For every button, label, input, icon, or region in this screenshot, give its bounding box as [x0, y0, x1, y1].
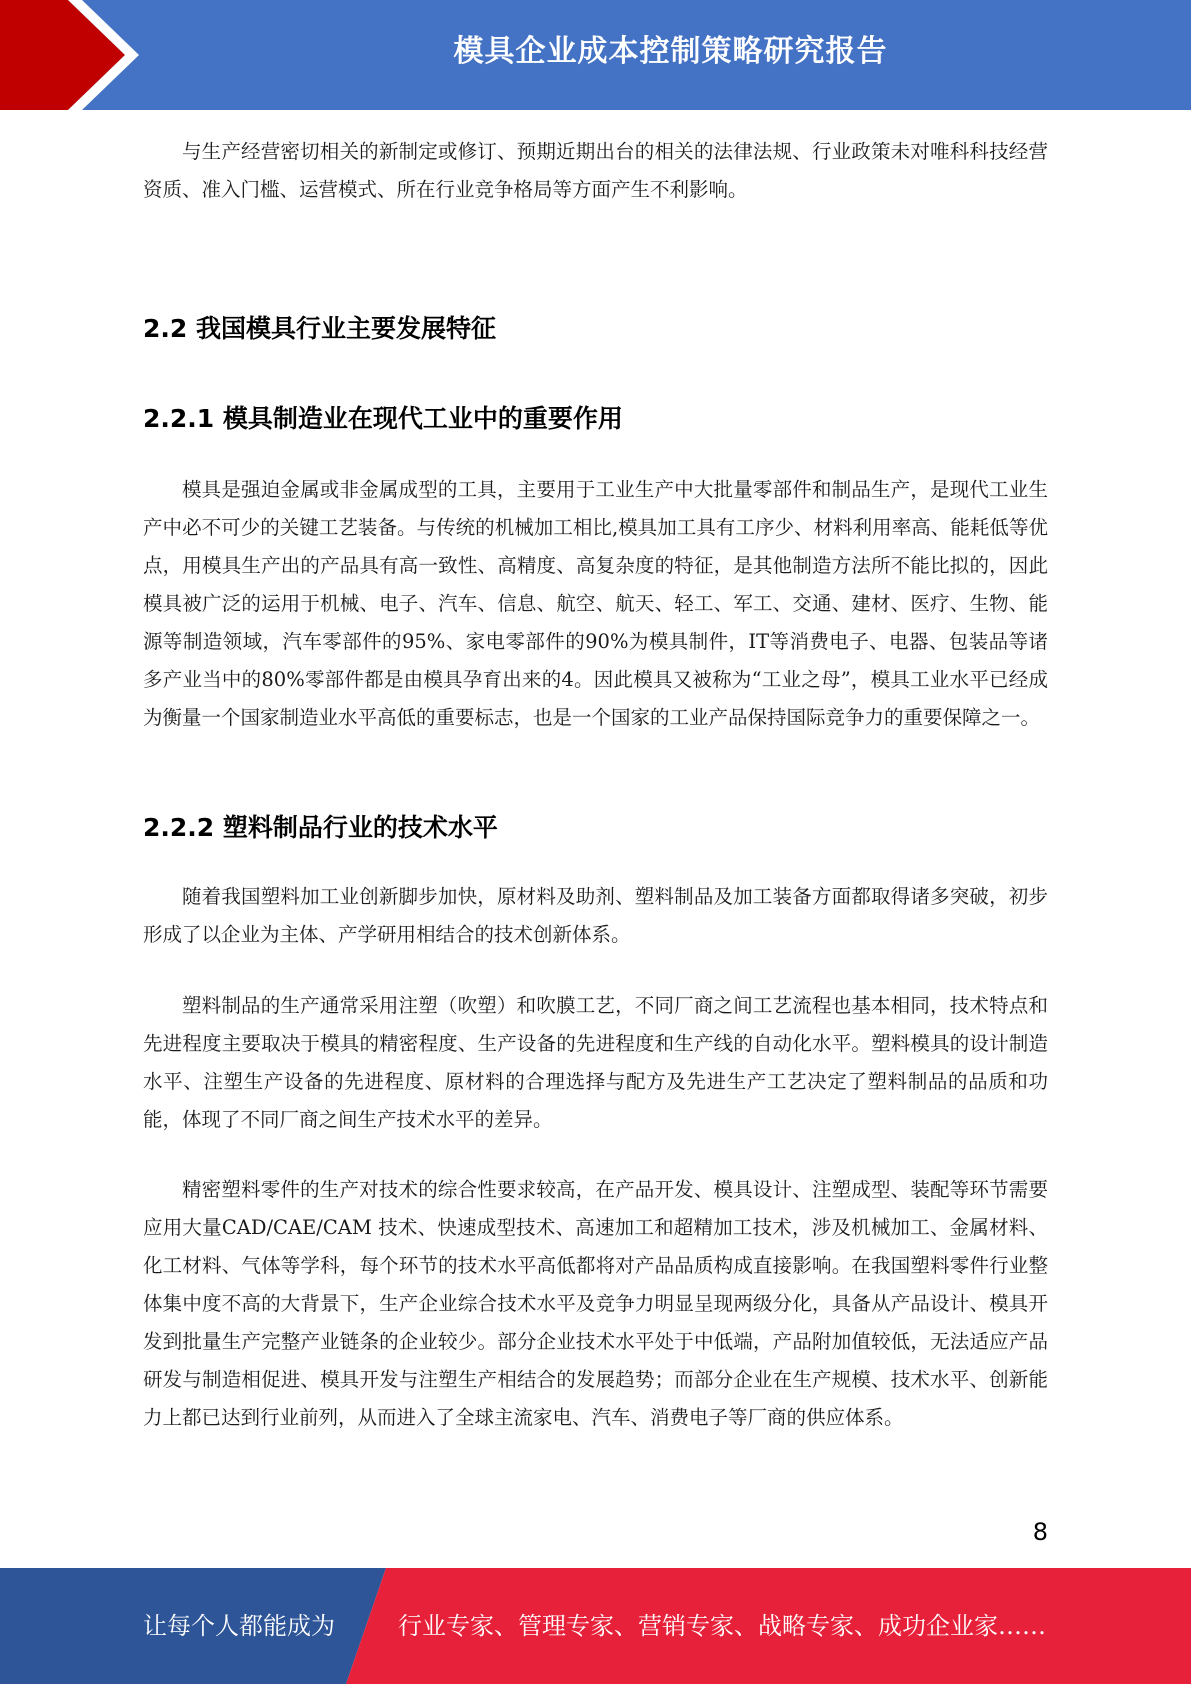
section-heading-2-2-1: 2.2.1 模具制造业在现代工业中的重要作用: [143, 404, 623, 433]
section-2-2-2-paragraph-1: 随着我国塑料加工业创新脚步加快，原材料及助剂、塑料制品及加工装备方面都取得诸多突破，初步形成了以企业为主体、产学研用相结合的技术创新体系。: [143, 885, 1048, 946]
section-2-2-1-body: [143, 471, 1048, 737]
section-2-2-2-body-3: [143, 1171, 1048, 1437]
intro-block: [143, 133, 1048, 209]
section-2-2-2-body-2: [143, 987, 1048, 1139]
page-number: 8: [1032, 1518, 1048, 1546]
section-2-2-2-paragraph-3: 精密塑料零件的生产对技术的综合性要求较高，在产品开发、模具设计、注塑成型、装配等环节需要应用大量CAD/CAE/CAM 技术、快速成型技术、高速加工和超精加工技术，涉及机械加工、金属材料、化工材料、气体等学科，每个环节的技术水平高低都将对产品品质构成直接影响。在我国塑料零件行业整体集中度不高的大背景下，生产企业综合技术水平及竞争力明显呈现两级分化，具备从产品设计、模具开发到批量生产完整产业链条的企业较少。部分企业技术水平处于中低端，产品附加值较低，无法适应产品研发与制造相促进、模具开发与注塑生产相结合的发展趋势；而部分企业在生产规模、技术水平、创新能力上都已达到行业前列，从而进入了全球主流家电、汽车、消费电子等厂商的供应体系。: [143, 1178, 1048, 1429]
section-2-2-2-body-1: [143, 878, 1048, 954]
report-footer: [0, 1568, 1191, 1684]
section-2-2-2-paragraph-2: 塑料制品的生产通常采用注塑（吹塑）和吹膜工艺，不同厂商之间工艺流程也基本相同，技术特点和先进程度主要取决于模具的精密程度、生产设备的先进程度和生产线的自动化水平。塑料模具的设计制造水平、注塑生产设备的先进程度、原材料的合理选择与配方及先进生产工艺决定了塑料制品的品质和功能，体现了不同厂商之间生产技术水平的差异。: [143, 994, 1048, 1131]
report-title: 模具企业成本控制策略研究报告: [453, 34, 888, 69]
section-2-2-1-paragraph: 模具是强迫金属或非金属成型的工具，主要用于工业生产中大批量零部件和制品生产，是现代工业生产中必不可少的关键工艺装备。与传统的机械加工相比,模具加工具有工序少、材料利用率高、能耗低等优点，用模具生产出的产品具有高一致性、高精度、高复杂度的特征，是其他制造方法所不能比拟的，因此模具被广泛的运用于机械、电子、汽车、信息、航空、航天、轻工、军工、交通、建材、医疗、生物、能源等制造领域，汽车零部件的95%、家电零部件的90%为模具制件，IT等消费电子、电器、包装品等诸多产业当中的80%零部件都是由模具孕育出来的4。因此模具又被称为“工业之母”，模具工业水平已经成为衡量一个国家制造业水平高低的重要标志，也是一个国家的工业产品保持国际竞争力的重要保障之一。: [143, 478, 1048, 729]
report-header: [0, 0, 1191, 110]
header-arrow-decoration: [0, 0, 150, 110]
footer-slogan-left: 让每个人都能成为: [143, 1612, 335, 1640]
footer-slogan-right: 行业专家、管理专家、营销专家、战略专家、成功企业家……: [398, 1612, 1046, 1640]
intro-paragraph: 与生产经营密切相关的新制定或修订、预期近期出台的相关的法律法规、行业政策未对唯科科技经营资质、准入门槛、运营模式、所在行业竞争格局等方面产生不利影响。: [143, 140, 1048, 201]
section-heading-2-2: 2.2 我国模具行业主要发展特征: [143, 314, 496, 343]
section-heading-2-2-2: 2.2.2 塑料制品行业的技术水平: [143, 813, 498, 842]
